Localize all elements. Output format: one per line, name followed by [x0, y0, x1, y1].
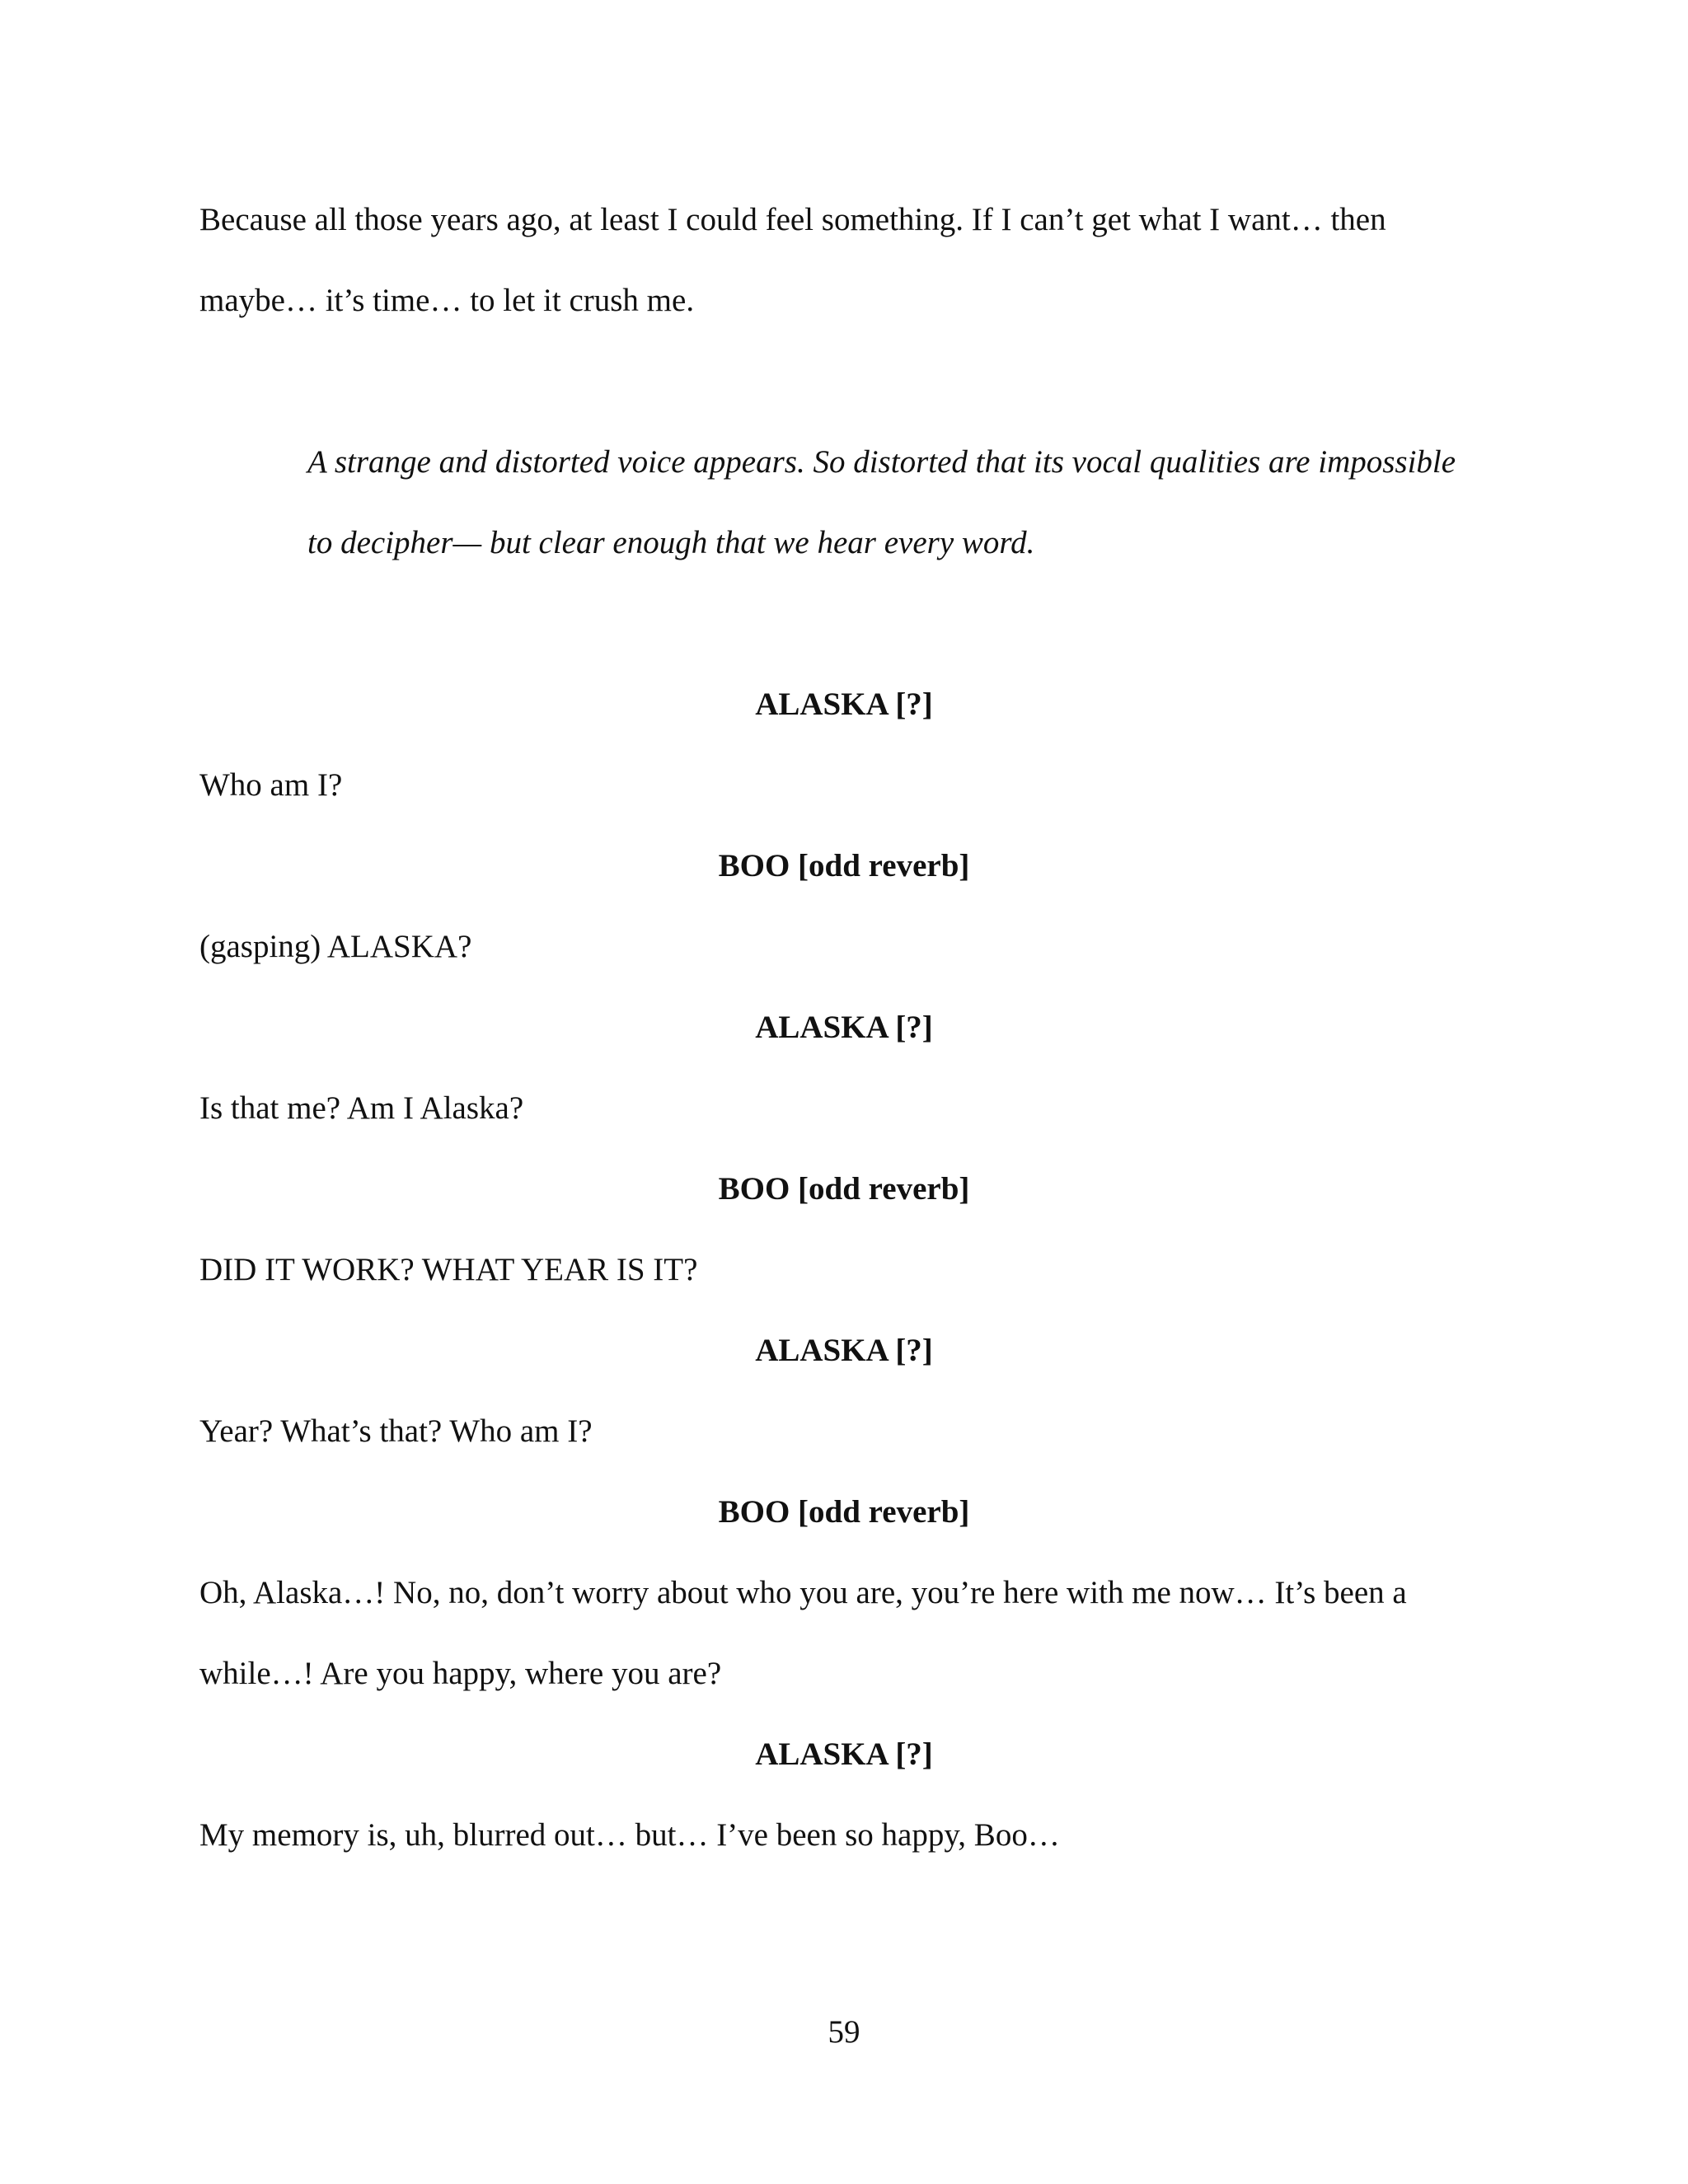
dialogue-line: Is that me? Am I Alaska? — [199, 1090, 524, 1126]
dialogue-line: while…! Are you happy, where you are? — [199, 1656, 722, 1691]
character-name: BOO [odd reverb] — [718, 1494, 970, 1530]
dialogue-line: Year? What’s that? Who am I? — [199, 1413, 593, 1449]
page-number: 59 — [828, 2014, 860, 2050]
dialogue-line: maybe… it’s time… to let it crush me. — [199, 283, 695, 318]
dialogue-line: My memory is, uh, blurred out… but… I’ve been so happy, Boo… — [199, 1817, 1060, 1853]
dialogue-line: DID IT WORK? WHAT YEAR IS IT? — [199, 1252, 698, 1287]
character-name: BOO [odd reverb] — [718, 1171, 970, 1207]
character-name: ALASKA [?] — [755, 1333, 933, 1368]
character-name: ALASKA [?] — [755, 1010, 933, 1045]
dialogue-line: (gasping) ALASKA? — [199, 929, 472, 964]
character-name: ALASKA [?] — [755, 687, 933, 722]
dialogue-line: Who am I? — [199, 767, 343, 803]
character-name: BOO [odd reverb] — [718, 848, 970, 883]
dialogue-line: Oh, Alaska…! No, no, don’t worry about who you are, you’re here with me now… It’s been a — [199, 1575, 1407, 1610]
stage-direction-line: A strange and distorted voice appears. So distorted that its vocal qualities are impossible — [307, 444, 1456, 480]
stage-direction-line: to decipher— but clear enough that we hear every word. — [307, 525, 1035, 560]
character-name: ALASKA [?] — [755, 1736, 933, 1772]
dialogue-line: Because all those years ago, at least I could feel something. If I can’t get what I want… then — [199, 202, 1386, 237]
